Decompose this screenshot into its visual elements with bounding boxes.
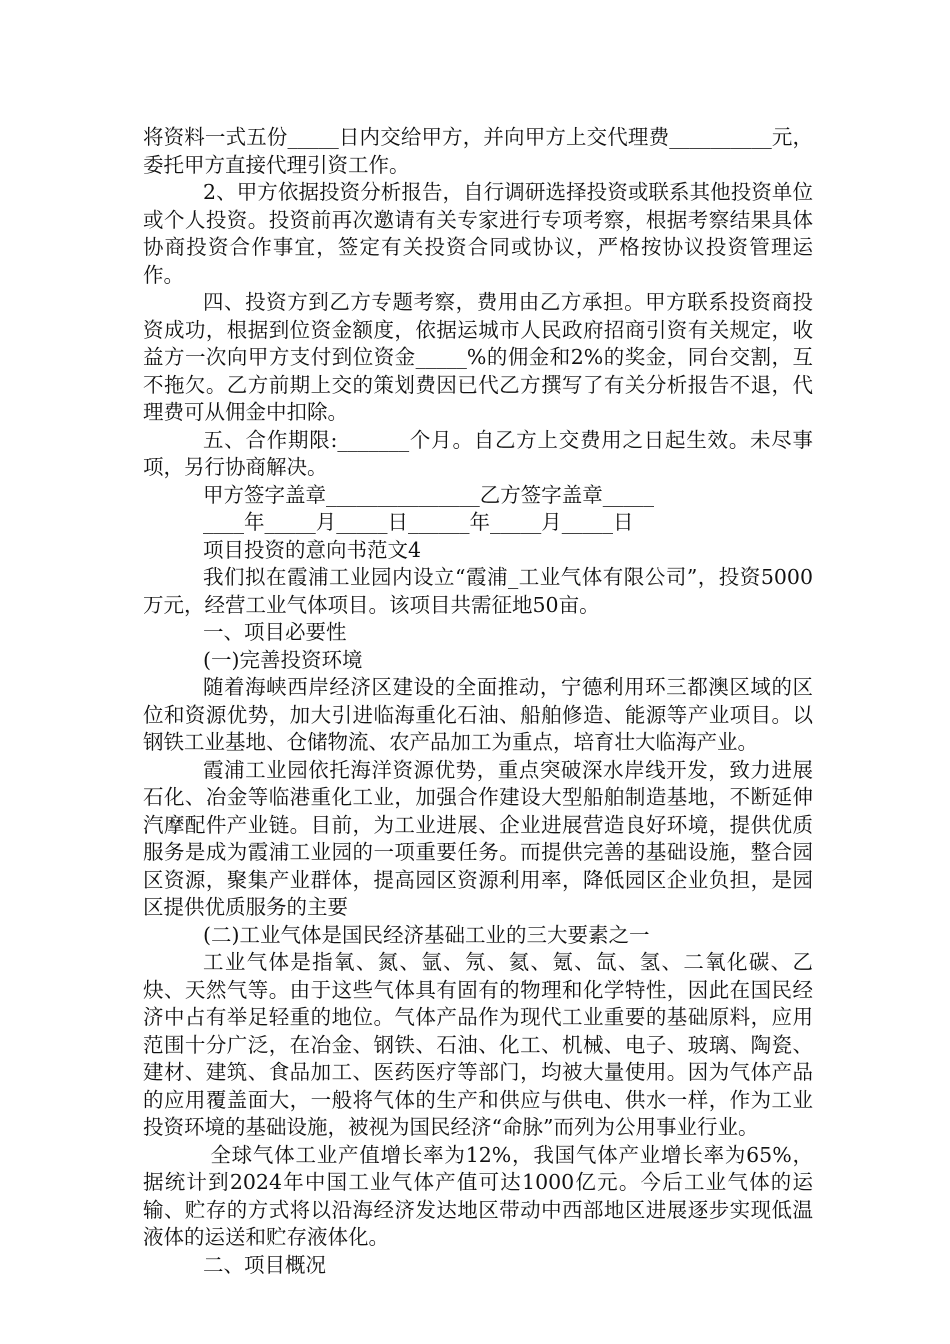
paragraph-intro: 我们拟在霞浦工业园内设立“霞浦_工业气体有限公司”，投资5000万元，经营工业气体项目。该项目共需征地50亩。: [143, 565, 813, 617]
paragraph-xiapu-park: 霞浦工业园依托海洋资源优势，重点突破深水岸线开发，致力进展石化、冶金等临港重化工业，加强合作建设大型船舶制造基地，不断延伸汽摩配件产业链。目前，为工业进展、企业进展营造良好环境，提供优质服务是成为霞浦工业园的一项重要任务。而提供完善的基础设施，整合园区资源，聚集产业群体，提高园区资源利用率，降低园区企业负担，是园区提供优质服务的主要: [143, 757, 813, 919]
paragraph-party-a-investment: 2、甲方依据投资分析报告，自行调研选择投资或联系其他投资单位或个人投资。投资前再次邀请有关专家进行专项考察，根据考察结果具体协商投资合作事宜，签定有关投资合同或协议，严格按协议投资管理运作。: [143, 180, 813, 287]
paragraph-west-coast: 随着海峡西岸经济区建设的全面推动，宁德利用环三都澳区域的区位和资源优势，加大引进临海重化石油、船舶修造、能源等产业项目。以钢铁工业基地、仓储物流、农产品加工为重点，培育壮大临海产业。: [143, 675, 813, 754]
document-body: [143, 124, 813, 1279]
paragraph-section-4: 四、投资方到乙方专题考察，费用由乙方承担。甲方联系投资商投资成功，根据到位资金额度，依据运城市人民政府招商引资有关规定，收益方一次向甲方支付到位资金_____%的佣金和2%的奖金，同台交割，互不拖欠。乙方前期上交的策划费因已代乙方撰写了有关分析报告不退，代理费可从佣金中扣除。: [143, 290, 813, 424]
section-heading-necessity: 一、项目必要性: [203, 620, 347, 644]
subheading-investment-environment: (一)完善投资环境: [203, 647, 363, 672]
sample-heading: 项目投资的意向书范文4: [203, 537, 422, 562]
date-line: ____年_____月_____日______年_____月_____日: [203, 510, 634, 534]
subheading-industrial-gas: (二)工业气体是国民经济基础工业的三大要素之一: [203, 922, 650, 947]
paragraph-gas-definition: 工业气体是指氧、氮、氩、氖、氦、氪、氙、氢、二氧化碳、乙炔、天然气等。由于这些气体具有固有的物理和化学特性，因此在国民经济中占有举足轻重的地位。气体产品作为现代工业重要的基础原料，应用范围十分广泛，在冶金、钢铁、石油、化工、机械、电子、玻璃、陶瓷、建材、建筑、食品加工、医药医疗等部门，均被大量使用。因为气体产品的应用覆盖面大，一般将气体的生产和供应与供电、供水一样，作为工业投资环境的基础设施，被视为国民经济“命脉”而列为公用事业行业。: [143, 950, 813, 1139]
signature-line: 甲方签字盖章_______________乙方签字盖章_____: [203, 482, 654, 507]
paragraph-agent-duties: 将资料一式五份_____日内交给甲方，并向甲方上交代理费__________元，委托甲方直接代理引资工作。: [143, 125, 813, 177]
section-heading-overview: 二、项目概况: [203, 1252, 326, 1277]
paragraph-section-5: 五、合作期限:_______个月。自乙方上交费用之日起生效。未尽事项，另行协商解决。: [143, 427, 813, 479]
paragraph-growth-rate: 全球气体工业产值增长率为12%，我国气体产业增长率为65%，据统计到2024年中国工业气体产值可达1000亿元。今后工业气体的运输、贮存的方式将以沿海经济发达地区带动中西部地区进展逐步实现低温液体的运送和贮存液体化。: [143, 1142, 813, 1249]
